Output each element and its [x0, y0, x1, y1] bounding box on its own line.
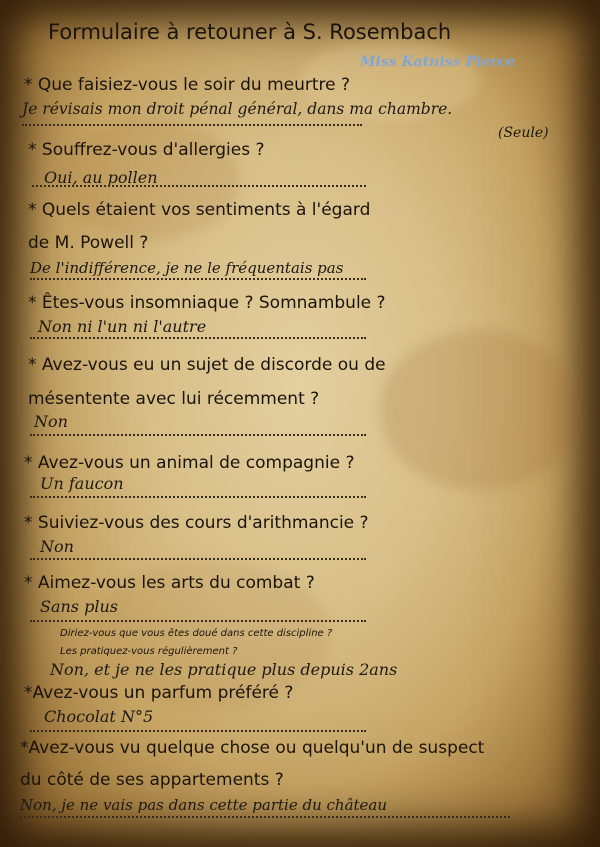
sub-question-1: Diriez-vous que vous êtes doué dans cette discipline ?: [60, 628, 333, 639]
question-10: *Avez-vous vu quelque chose ou quelqu'un de suspect: [20, 738, 485, 758]
question-9: *Avez-vous un parfum préféré ?: [24, 683, 294, 703]
answer-8: Sans plus: [40, 597, 118, 616]
question-2: * Souffrez-vous d'allergies ?: [28, 140, 265, 160]
answer-3: De l'indifférence, je ne le fréquentais pas: [30, 259, 344, 277]
answer-line-7: [30, 558, 366, 560]
answer-7: Non: [40, 537, 74, 556]
question-5: * Avez-vous eu un sujet de discorde ou de: [28, 355, 386, 375]
answer-line-10: [20, 816, 510, 818]
question-7: * Suiviez-vous des cours d'arithmancie ?: [24, 513, 369, 533]
answer-line-9: [30, 730, 366, 732]
answer-1-note: (Seule): [498, 125, 549, 141]
answer-line-1: [22, 124, 362, 126]
question-3: * Quels étaient vos sentiments à l'égard: [28, 200, 371, 220]
answer-6: Un faucon: [40, 474, 124, 493]
answer-4: Non ni l'un ni l'autre: [38, 317, 207, 336]
answer-5: Non: [34, 412, 68, 431]
answer-10: Non, je ne vais pas dans cette partie du château: [20, 796, 388, 814]
answer-line-2: [32, 185, 366, 187]
question-3-cont: de M. Powell ?: [28, 233, 149, 253]
question-8: * Aimez-vous les arts du combat ?: [24, 573, 315, 593]
answer-line-4: [30, 337, 366, 339]
sub-question-2: Les pratiquez-vous régulièrement ?: [60, 646, 238, 657]
form-title: Formulaire à retouner à S. Rosembach: [48, 20, 452, 44]
answer-2: Oui, au pollen: [44, 168, 158, 187]
sub-answer: Non, et je ne les pratique plus depuis 2ans: [50, 660, 398, 679]
question-10-cont: du côté de ses appartements ?: [20, 770, 284, 790]
answer-line-6: [30, 496, 366, 498]
answer-line-3: [30, 278, 366, 280]
question-1: * Que faisiez-vous le soir du meurtre ?: [24, 75, 351, 95]
question-5-cont: mésentente avec lui récemment ?: [28, 389, 320, 409]
answer-line-5: [30, 434, 366, 436]
answer-line-8: [30, 620, 366, 622]
question-6: * Avez-vous un animal de compagnie ?: [24, 453, 355, 473]
question-4: * Êtes-vous insomniaque ? Somnambule ?: [28, 293, 386, 313]
signature: Miss Katniss Pierce: [360, 54, 515, 70]
answer-9: Chocolat N°5: [44, 707, 154, 726]
answer-1: Je révisais mon droit pénal général, dans ma chambre.: [22, 100, 453, 118]
